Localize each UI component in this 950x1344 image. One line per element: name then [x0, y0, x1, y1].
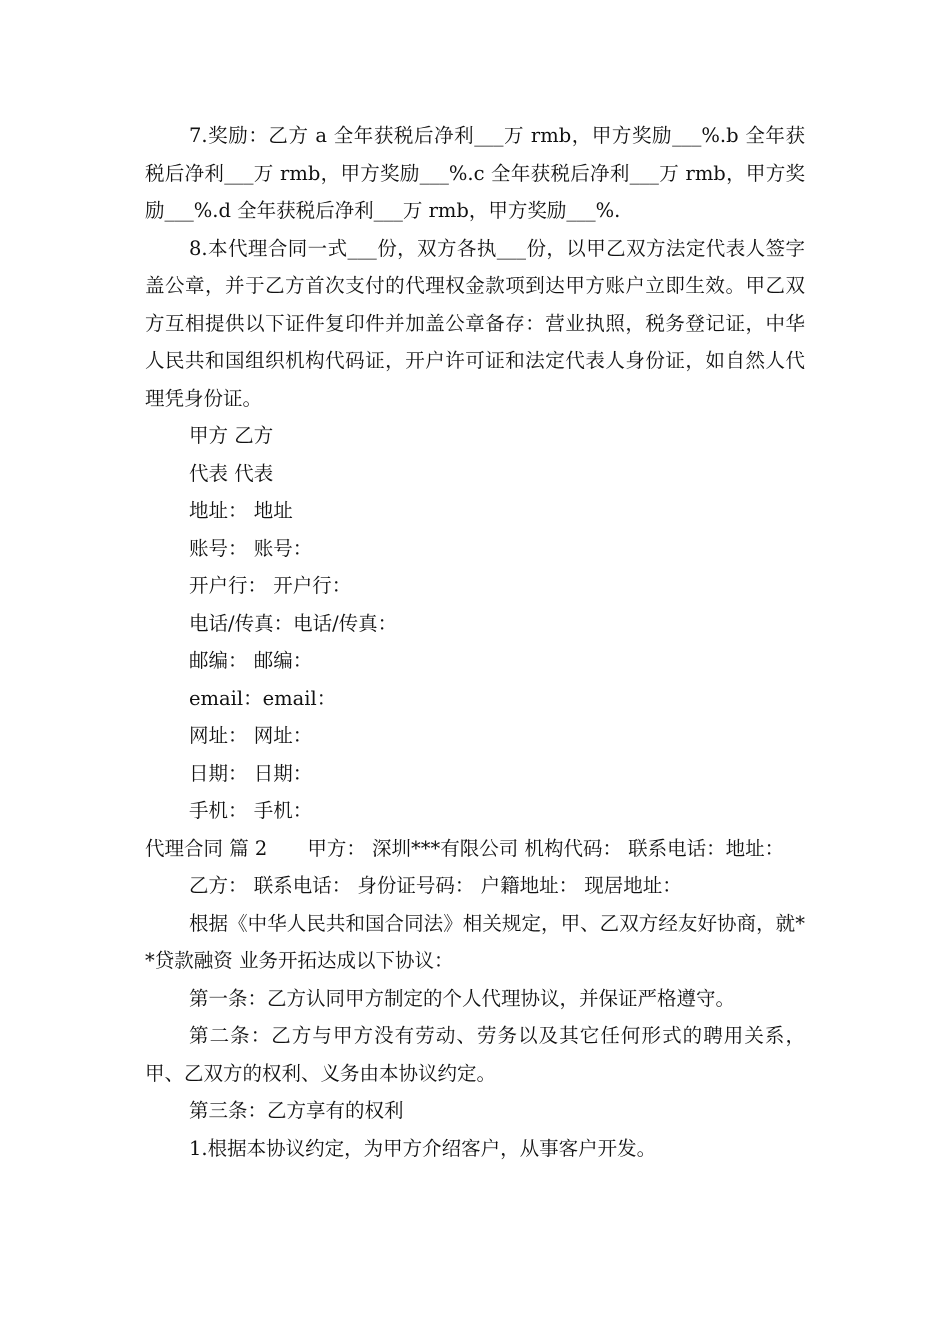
- article-2: 第二条：乙方与甲方没有劳动、劳务以及其它任何形式的聘用关系，甲、乙双方的权利、义务由本协议约定。: [145, 1024, 805, 1085]
- document-body: [145, 117, 805, 1167]
- signature-representative: 代表 代表: [189, 461, 274, 485]
- signature-account: 账号： 账号：: [189, 536, 313, 560]
- signature-postcode: 邮编： 邮编：: [189, 649, 313, 672]
- article-3-item-1: 1.根据本协议约定，为甲方介绍客户，从事客户开发。: [189, 1136, 657, 1160]
- section2-heading: 代理合同 篇 2: [145, 836, 268, 860]
- paragraph-contract-effect: 8.本代理合同一式___份，双方各执___份，以甲乙双方法定代表人签字盖公章，并于乙方首次支付的代理权金款项到达甲方账户立即生效。甲乙双方互相提供以下证件复印件并加盖公章备存：营业执照，税务登记证，中华人民共和国组织机构代码证，开户许可证和法定代表人身份证，如自然人代理凭身份证。: [145, 236, 805, 410]
- signature-website: 网址： 网址：: [189, 724, 313, 747]
- signature-bank: 开户行： 开户行：: [189, 574, 352, 597]
- section2-party-a: 甲方： 深圳***有限公司 机构代码： 联系电话：地址：: [307, 836, 785, 860]
- signature-email: email：email：: [189, 686, 337, 710]
- signature-address: 地址： 地址: [189, 499, 293, 522]
- signature-party-labels: 甲方 乙方: [189, 424, 274, 447]
- article-3-heading: 第三条：乙方享有的权利: [189, 1099, 404, 1122]
- signature-phone-fax: 电话/传真：电话/传真：: [189, 611, 398, 635]
- section2-opening: [145, 830, 805, 868]
- paragraph-legal-basis: 根据《中华人民共和国合同法》相关规定，甲、乙双方经友好协商，就**贷款融资 业务开拓达成以下协议：: [145, 911, 805, 972]
- signature-date: 日期： 日期：: [189, 761, 313, 785]
- paragraph-reward: 7.奖励：乙方 a 全年获税后净利___万 rmb，甲方奖励___%.b 全年获税后净利___万 rmb，甲方奖励___%.c 全年获税后净利___万 rmb，甲方奖励___%.d 全年获税后净利___万 rmb，甲方奖励___%.: [145, 124, 805, 222]
- article-1: 第一条：乙方认同甲方制定的个人代理协议，并保证严格遵守。: [189, 986, 736, 1010]
- signature-mobile: 手机： 手机：: [189, 799, 313, 822]
- party-b-info: 乙方： 联系电话： 身份证号码： 户籍地址： 现居地址：: [189, 874, 682, 897]
